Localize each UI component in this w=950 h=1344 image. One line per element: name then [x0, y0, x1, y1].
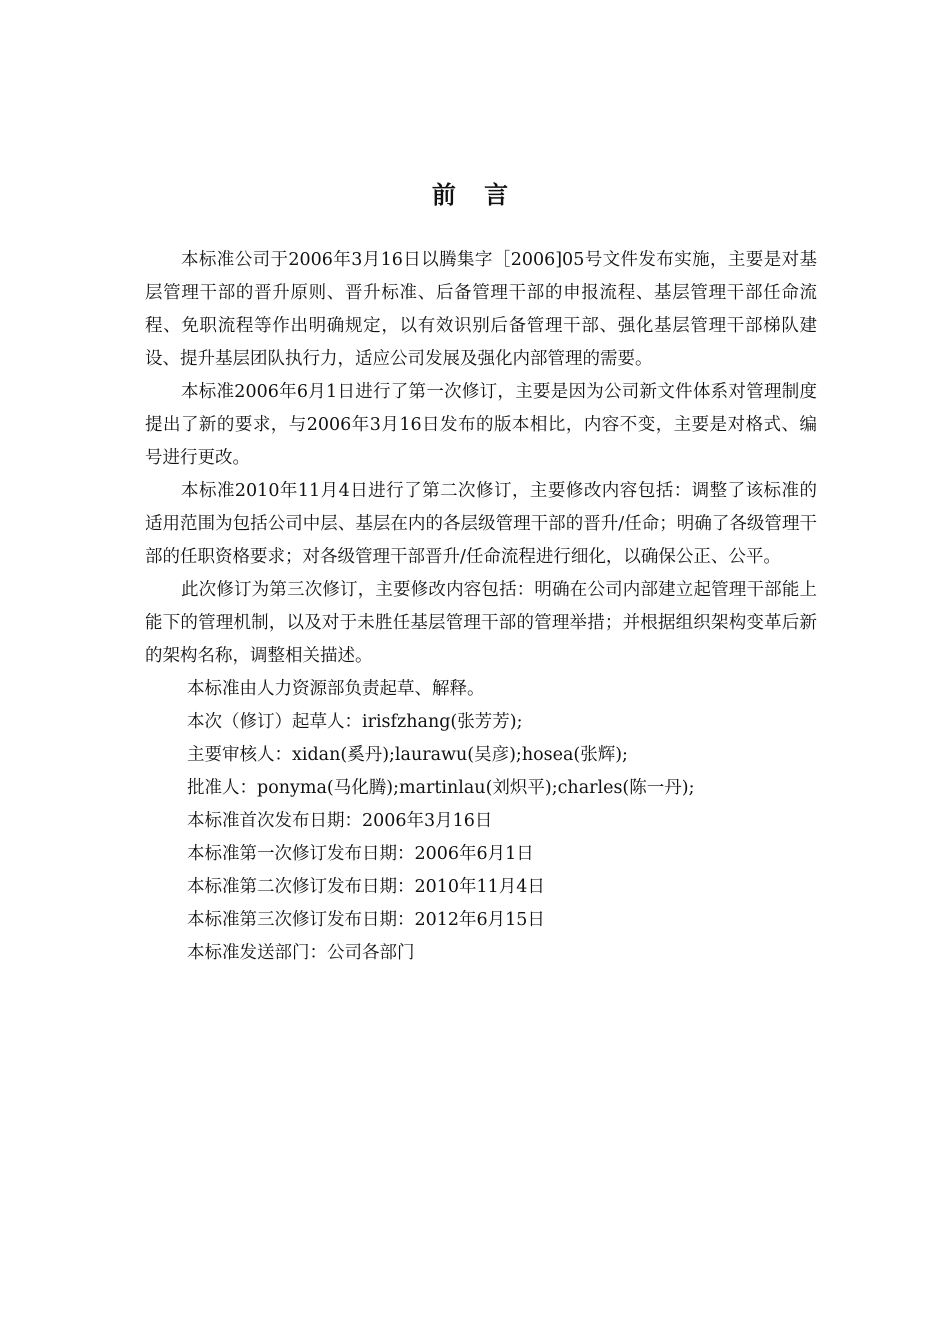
- page-title: 前 言: [431, 181, 519, 209]
- paragraph-intro: 本标准公司于2006年3月16日以腾集字［2006]05号文件发布实施，主要是对基层管理干部的晋升原则、晋升标准、后备管理干部的申报流程、基层管理干部任命流程、免职流程等作出明确规定，以有效识别后备管理干部、强化基层管理干部梯队建设、提升基层团队执行力，适应公司发展及强化内部管理的需要。: [145, 250, 817, 369]
- paragraph-second-revision: 本标准2010年11月4日进行了第二次修订，主要修改内容包括：调整了该标准的适用范围为包括公司中层、基层在内的各层级管理干部的晋升/任命；明确了各级管理干部的任职资格要求；对各级管理干部晋升/任命流程进行细化，以确保公正、公平。: [145, 481, 817, 567]
- revision-3-date: 本标准第三次修订发布日期：2012年6月15日: [187, 910, 545, 930]
- revision-1-date: 本标准第一次修订发布日期：2006年6月1日: [187, 844, 534, 864]
- responsible-line: 本标准由人力资源部负责起草、解释。: [187, 679, 485, 699]
- reviewers-line: 主要审核人：xidan(奚丹);laurawu(吴彦);hosea(张辉);: [187, 745, 628, 765]
- drafter-line: 本次（修订）起草人：irisfzhang(张芳芳);: [187, 712, 523, 732]
- distribution-line: 本标准发送部门：公司各部门: [187, 943, 415, 963]
- first-release-date: 本标准首次发布日期：2006年3月16日: [187, 811, 493, 831]
- paragraph-third-revision: 此次修订为第三次修订，主要修改内容包括：明确在公司内部建立起管理干部能上能下的管理机制，以及对于未胜任基层管理干部的管理举措；并根据组织架构变革后新的架构名称，调整相关描述。: [145, 580, 817, 666]
- revision-2-date: 本标准第二次修订发布日期：2010年11月4日: [187, 877, 545, 897]
- approvers-line: 批准人：ponyma(马化腾);martinlau(刘炽平);charles(陈一丹);: [187, 778, 695, 798]
- paragraph-first-revision: 本标准2006年6月1日进行了第一次修订，主要是因为公司新文件体系对管理制度提出了新的要求，与2006年3月16日发布的版本相比，内容不变，主要是对格式、编号进行更改。: [145, 382, 817, 468]
- document-body: [145, 244, 817, 970]
